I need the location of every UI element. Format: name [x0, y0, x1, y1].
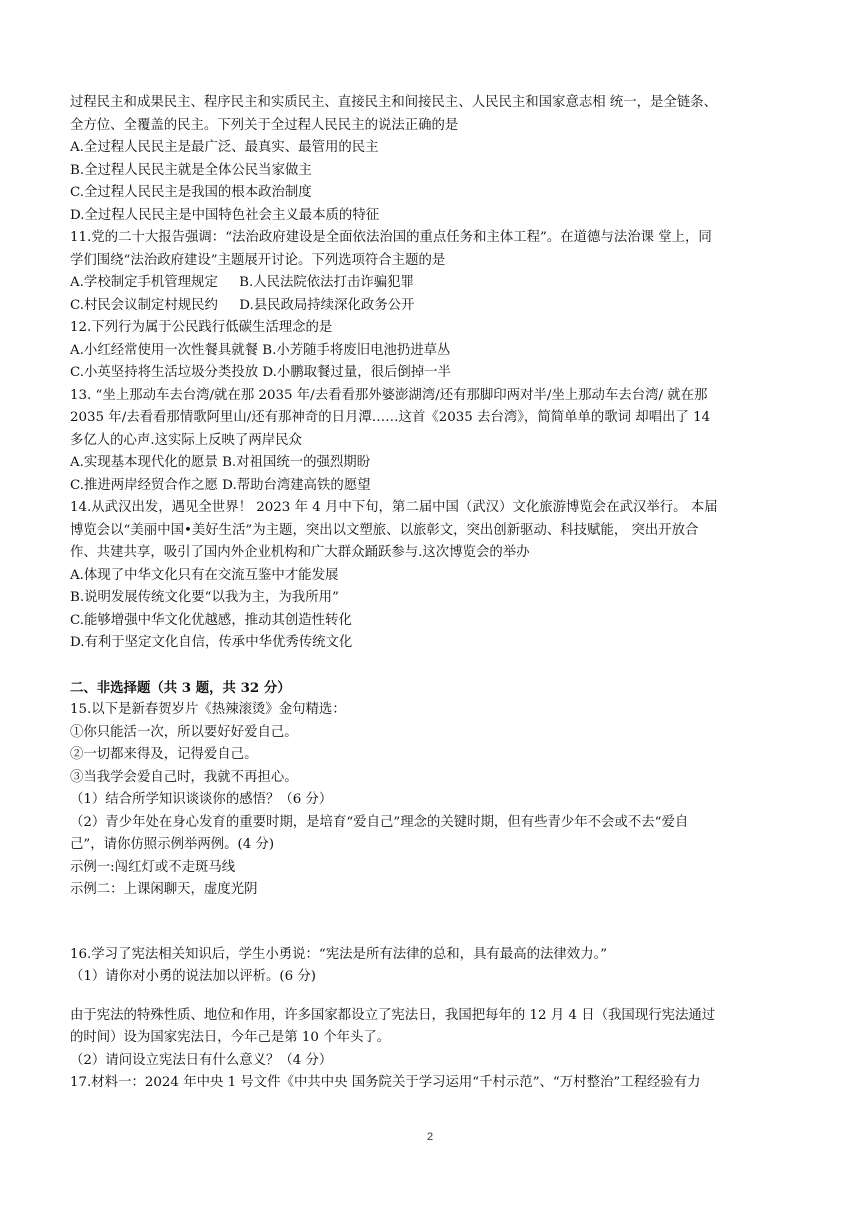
question-line: （2）青少年处在身心发育的重要时期，是培育“爱自己”理念的关键时期，但有些青少年不会或不去“爱自	[70, 814, 689, 830]
options-ab: A.实现基本现代化的愿景 B.对祖国统一的强烈期盼	[70, 455, 371, 470]
question-17	[70, 1072, 795, 1095]
question-line: 16.学习了宪法相关知识后，学生小勇说：“宪法是所有法律的总和，具有最高的法律效力。”	[70, 946, 608, 962]
option-b: B.说明发展传统文化要“以我为主，为我所用”	[70, 590, 339, 605]
question-line: （1）请你对小勇的说法加以评析。(6 分)	[70, 969, 316, 984]
page-content	[70, 92, 795, 1095]
question-stem-line: 全方位、全覆盖的民主。下列关于全过程人民民主的说法正确的是	[70, 117, 459, 133]
question-line: 的时间）设为国家宪法日，今年己是第 10 个年头了。	[70, 1030, 391, 1045]
question-line: （2）请问设立宪法日有什么意义？（4 分）	[70, 1052, 333, 1068]
page-number: 2	[426, 1131, 434, 1143]
option-d: D.全过程人民民主是中国特色社会主义最本质的特征	[70, 207, 380, 223]
options-ab: A.学校制定手机管理规定 B.人民法院依法打击诈骗犯罪	[70, 275, 414, 290]
option-c: C.能够增强中华文化优越感，推动其创造性转化	[70, 612, 352, 628]
question-stem-line: 2035 年/去看看那情歌阿里山/还有那神奇的日月潭……这首《2035 去台湾》，简简单单的歌词 却唱出了 14	[70, 410, 711, 425]
question-line: 示例一:闯红灯或不走斑马线	[70, 859, 236, 875]
question-stem-line: 12.下列行为属于公民践行低碳生活理念的是	[70, 320, 333, 335]
question-line: ②一切都来得及，记得爱自己。	[70, 747, 258, 762]
question-16	[70, 944, 795, 1073]
question-line: 由于宪法的特殊性质、地位和作用，许多国家都设立了宪法日，我国把每年的 12 月 4 日（我国现行宪法通过	[70, 1007, 716, 1023]
question-stem-line: 14.从武汉出发，遇见全世界！ 2023 年 4 月中下旬，第二届中国（武汉）文化旅游博览会在武汉举行。 本届	[70, 500, 718, 515]
option-a: A.体现了中华文化只有在交流互鉴中才能发展	[70, 567, 339, 583]
option-b: B.全过程人民民主就是全体公民当家做主	[70, 162, 312, 178]
option-c: C.全过程人民民主是我国的根本政治制度	[70, 185, 312, 200]
question-stem-line: 博览会以“美丽中国•美好生活”为主题，突出以文塑旅、以旅彰文，突出创新驱动、科技赋能， 突出开放合	[70, 522, 699, 538]
question-11	[70, 227, 795, 317]
question-stem-line: 13. “坐上那动车去台湾/就在那 2035 年/去看看那外婆澎湖湾/还有那脚印两对半/坐上那动车去台湾/ 就在那	[70, 387, 708, 403]
question-stem-line: 多亿人的心声.这实际上反映了两岸民众	[70, 432, 302, 448]
question-line: 15.以下是新春贺岁片《热辣滚烫》金句精选：	[70, 702, 346, 717]
question-line: ③当我学会爱自己时，我就不再担心。	[70, 769, 298, 785]
question-line: ①你只能活一次，所以要好好爱自己。	[70, 724, 298, 740]
options-cd: C.推进两岸经贸合作之愿 D.帮助台湾建高铁的愿望	[70, 477, 371, 493]
option-d: D.有利于坚定文化自信，传承中华优秀传统文化	[70, 635, 353, 650]
options-cd: C.村民会议制定村规民约 D.县民政局持续深化政务公开	[70, 297, 415, 313]
question-10	[70, 92, 795, 227]
question-stem-line: 过程民主和成果民主、程序民主和实质民主、直接民主和间接民主、人民民主和国家意志相 统一，是全链条、	[70, 95, 718, 110]
question-stem-line: 作、共建共享，吸引了国内外企业机构和广大群众踊跃参与.这次博览会的举办	[70, 545, 530, 560]
question-stem-line: 11.党的二十大报告强调：“法治政府建设是全面依法治国的重点任务和主体工程”。在道德与法治课 堂上，同	[70, 230, 712, 245]
question-14	[70, 497, 795, 655]
question-stem-line: 学们围绕“法治政府建设”主题展开讨论。下列选项符合主题的是	[70, 252, 446, 268]
question-line: 17.材料一：2024 年中央 1 号文件《中共中央 国务院关于学习运用“千村示范”、“万村整治”工程经验有力	[70, 1075, 701, 1090]
question-13	[70, 385, 795, 498]
question-12	[70, 317, 795, 385]
options-ab: A.小红经常使用一次性餐具就餐 B.小芳随手将废旧电池扔进草丛	[70, 342, 451, 358]
question-line: 己”，请你仿照示例举两例。(4 分)	[70, 837, 275, 852]
question-15	[70, 699, 795, 902]
question-line: 示例二：上课闲聊天，虚度光阴	[70, 882, 258, 897]
section-title: 二、非选择题（共 3 题，共 32 分）	[70, 679, 291, 696]
question-line: （1）结合所学知识谈谈你的感悟？（6 分）	[70, 792, 333, 807]
options-cd: C.小英坚持将生活垃圾分类投放 D.小鹏取餐过量，很后倒掉一半	[70, 365, 451, 380]
option-a: A.全过程人民民主是最广泛、最真实、最管用的民主	[70, 140, 379, 155]
